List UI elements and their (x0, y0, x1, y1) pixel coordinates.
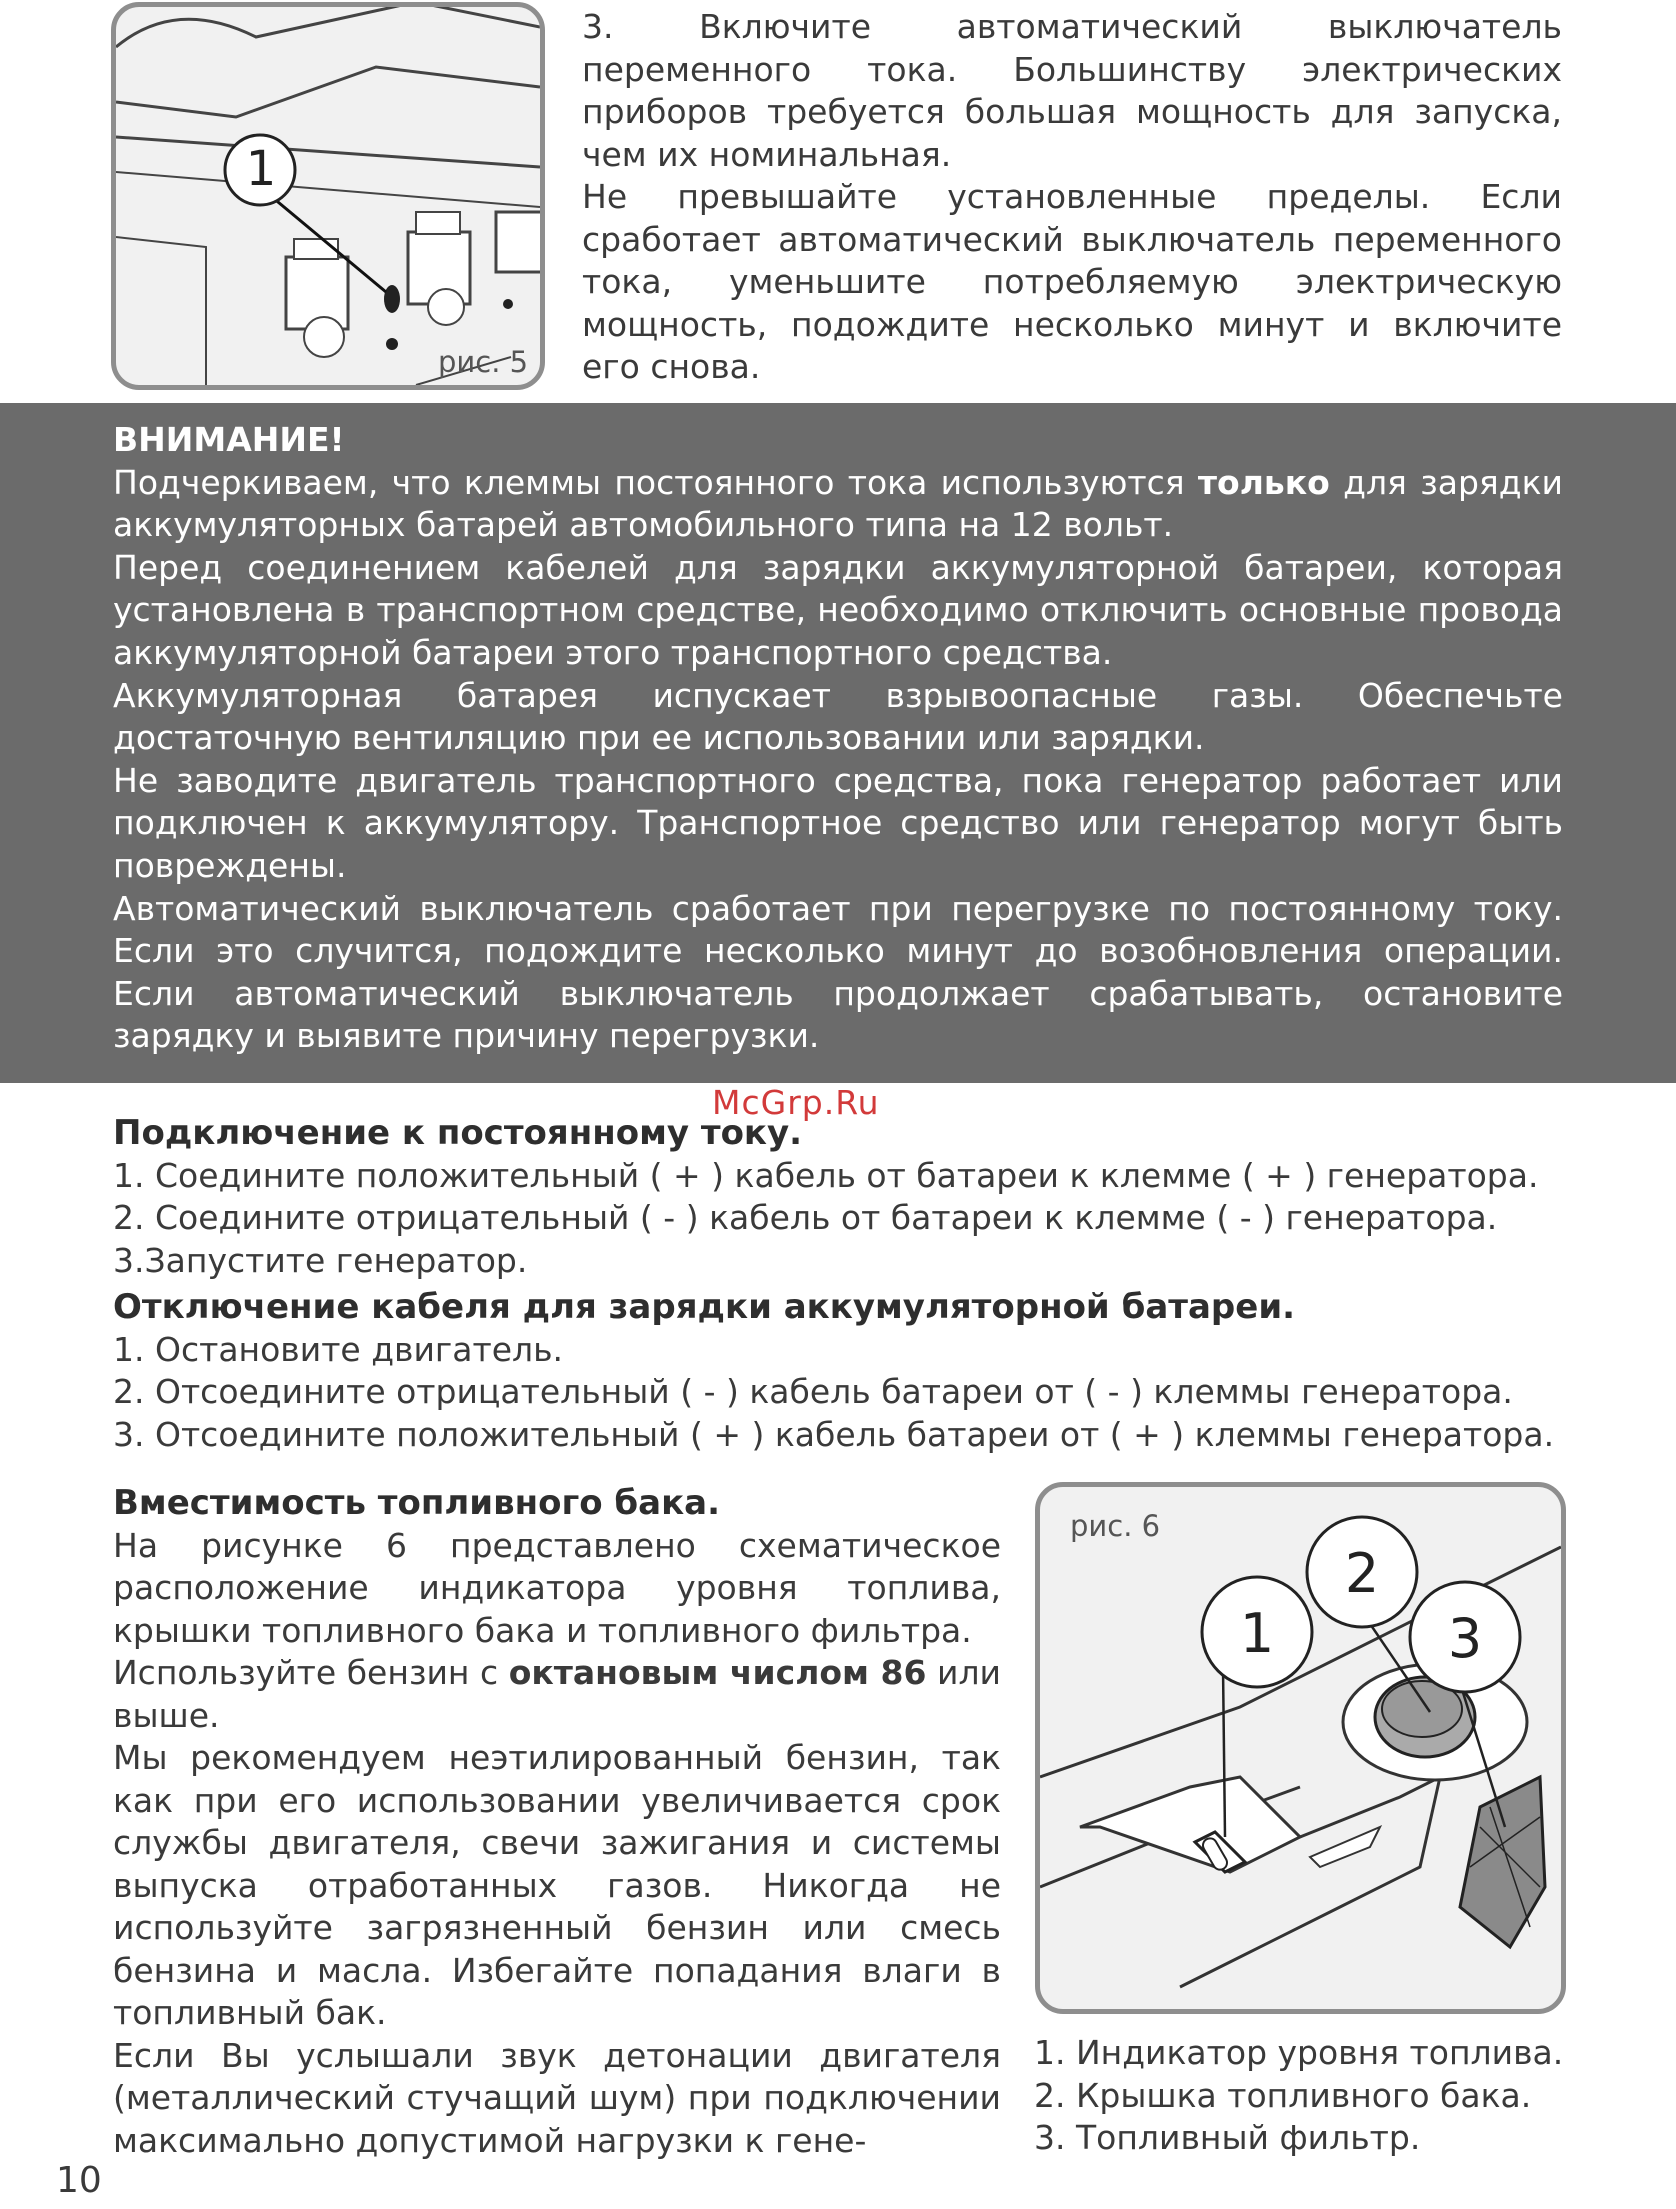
warning-paragraph: Перед соединением кабелей для зарядки аккумуляторной батареи, которая установлена в транспортном средстве, необходимо отключить основные провода аккумуляторной батареи этого транспортного средства. (113, 547, 1563, 672)
warning-paragraph: Автоматический выключатель сработает при перегрузке по постоянному току. Если это случится, подождите несколько минут до возобновления операции. Если автоматический выключатель продолжает срабатывать, остановите зарядку и выявите причину перегрузки. (113, 888, 1563, 1056)
figure-5 (111, 2, 545, 390)
emphasis: только (1197, 462, 1330, 502)
text: Используйте бензин с (113, 1653, 509, 1692)
list-item: 2. Отсоедините отрицательный ( - ) кабель батареи от ( - ) клеммы генератора. (113, 1372, 1513, 1411)
paragraph: Не превышайте установленные пределы. Если сработает автоматический выключатель переменного тока, уменьшите потребляемую электрическую мощность, подождите несколько минут и включите его снова. (582, 177, 1562, 386)
paragraph: Мы рекомендуем неэтилированный бензин, так как при его использовании увеличивается срок службы двигателя, свечи зажигания и системы выпуска отработанных газов. Никогда не используйте загрязненный бензин или смесь бензина и масла. Избегайте попадания влаги в топливный бак. (113, 1738, 1001, 2032)
page-number: 10 (56, 2160, 102, 2201)
figure-5-callout: 1 (245, 141, 277, 197)
emphasis: октановым числом 86 (508, 1653, 927, 1692)
fuel-section (113, 1482, 1001, 2162)
text: или выше. (113, 1653, 1001, 1735)
figure-6 (1035, 1482, 1566, 2014)
figure-6-legend (1034, 2032, 1563, 2160)
section-title: Отключение кабеля для зарядки аккумуляторной батареи. (113, 1287, 1296, 1327)
warning-title: ВНИМАНИЕ! (113, 420, 345, 459)
warning-paragraph: Аккумуляторная батарея испускает взрывоопасные газы. Обеспечьте достаточную вентиляцию при ее использовании или зарядки. (113, 675, 1563, 758)
list-item: 1. Соедините положительный ( + ) кабель от батареи к клемме ( + ) генератора. (113, 1155, 1539, 1195)
figure-6-callout-2: 2 (1344, 1542, 1380, 1605)
warning-box (0, 403, 1676, 1083)
figure-6-drawing (1040, 1487, 1561, 2009)
section-title: Вместимость топливного бака. (113, 1483, 721, 1523)
text: Подчеркиваем, что клеммы постоянного тока используются (113, 462, 1198, 502)
legend-item: 2. Крышка топливного бака. (1034, 2075, 1532, 2115)
top-text (582, 6, 1562, 389)
figure-5-drawing (116, 7, 540, 385)
legend-item: 1. Индикатор уровня топлива. (1034, 2033, 1564, 2072)
list-item: 1. Остановите двигатель. (113, 1329, 564, 1369)
list-item: 3.Запустите генератор. (113, 1240, 528, 1280)
dc-connect-section (113, 1112, 1573, 1456)
watermark: McGrp.Ru (712, 1083, 880, 1122)
warning-paragraph (113, 462, 1563, 547)
figure-6-callout-1: 1 (1239, 1602, 1275, 1665)
figure-6-callout-3: 3 (1447, 1607, 1483, 1670)
text: для зарядки аккумуляторных батарей автомобильного типа на 12 вольт. (113, 462, 1563, 545)
paragraph: На рисунке 6 представлено схематическое расположение индикатора уровня топлива, крышки топливного бака и топливного фильтра. (113, 1525, 1001, 1650)
paragraph: Если Вы услышали звук детонации двигателя (металлический стучащий шум) при подключении максимально допустимой нагрузки к гене- (113, 2035, 1001, 2160)
paragraph (113, 1652, 1001, 1737)
figure-6-caption: рис. 6 (1070, 1509, 1161, 1543)
paragraph: 3. Включите автоматический выключатель переменного тока. Большинству электрических приборов требуется большая мощность для запуска, чем их номинальная. (582, 7, 1562, 174)
section-title: Подключение к постоянному току. (113, 1113, 803, 1153)
warning-paragraph: Не заводите двигатель транспортного средства, пока генератор работает или подключен к аккумулятору. Транспортное средство или генератор могут быть повреждены. (113, 760, 1563, 885)
figure-5-caption: рис. 5 (438, 345, 529, 379)
legend-item: 3. Топливный фильтр. (1034, 2118, 1421, 2157)
list-item: 2. Соедините отрицательный ( - ) кабель от батареи к клемме ( - ) генератора. (113, 1198, 1498, 1237)
list-item: 3. Отсоедините положительный ( + ) кабель батареи от ( + ) клеммы генератора. (113, 1414, 1555, 1454)
